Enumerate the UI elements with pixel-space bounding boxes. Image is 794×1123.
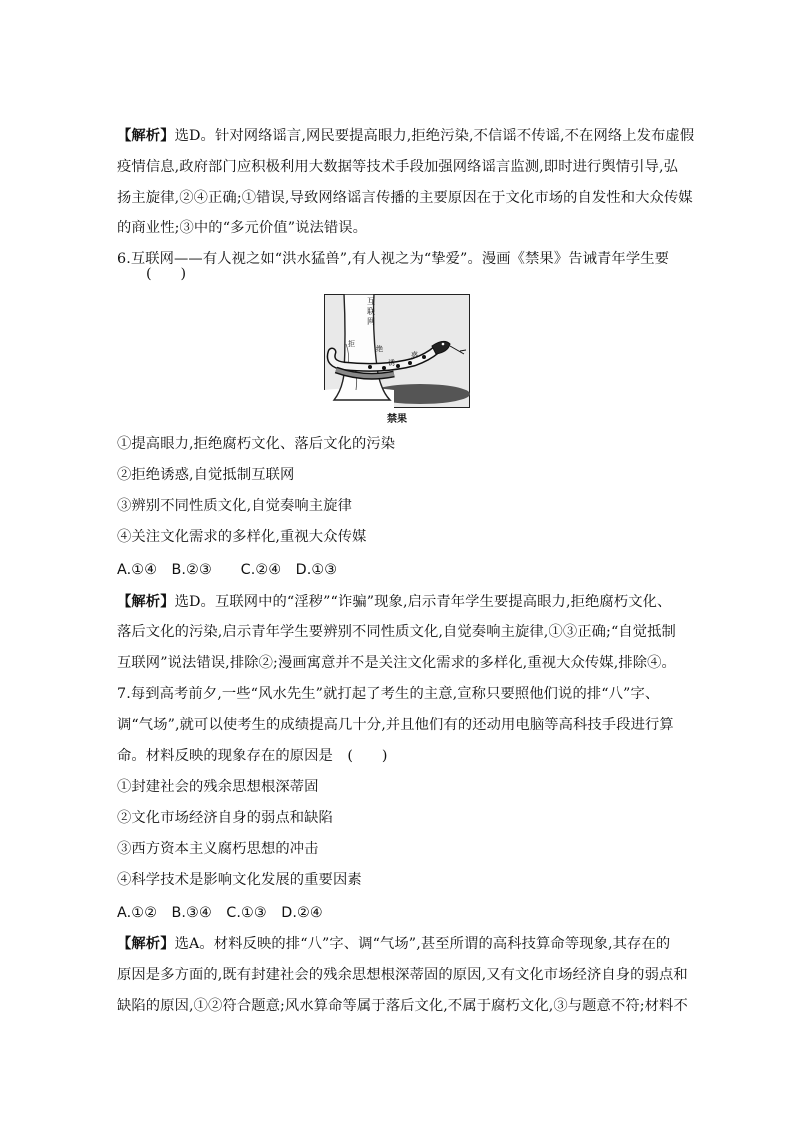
tree-label-1: 互 (367, 297, 375, 306)
cartoon-caption: 禁果 (387, 414, 407, 425)
q6-stem: 6.互联网——有人视之如“洪水猛兽”,有人视之为“挚爱”。漫画《禁果》告诫青年学生要 (117, 251, 670, 267)
q7-option-1: ①封建社会的残余思想根深蒂固 (117, 779, 319, 795)
q7-option-4: ④科学技术是影响文化发展的重要因素 (117, 872, 362, 888)
q7-option-2: ②文化市场经济自身的弱点和缺陷 (117, 810, 333, 826)
q7-analysis-text: 选A。材料反映的排“八”字、调“气场”,甚至所谓的高科技算命等现象,其存在的 (174, 936, 671, 952)
snake-text-3: 诱 (388, 359, 395, 367)
snake-text-2: 绝 (376, 345, 383, 353)
cartoon-forbidden-fruit (324, 294, 470, 408)
analysis-tag: 【解析】 (117, 594, 175, 610)
q6-choices: A.①④ B.②③ C.②④ D.①③ (117, 562, 338, 578)
q6-option-2: ②拒绝诱惑,自觉抵制互联网 (117, 467, 295, 483)
q5-analysis-line: 的商业性;③中的“多元价值”说法错误。 (117, 220, 368, 236)
q7-analysis-line (117, 934, 670, 954)
q7-stem: 调“气场”,就可以使考生的成绩提高几十分,并且他们有的还动用电脑等高科技手段进行算 (117, 717, 674, 733)
analysis-tag: 【解析】 (117, 128, 175, 144)
q7-analysis-line: 原因是多方面的,既有封建社会的残余思想根深蒂固的原因,又有文化市场经济自身的弱点和 (117, 967, 688, 983)
q6-analysis-line (117, 592, 671, 612)
tree-label-2: 联 (367, 307, 375, 316)
tree-label-3: 网 (367, 317, 375, 326)
q6-analysis-text: 选D。互联网中的“淫秽”“诈骗”现象,启示青年学生要提高眼力,拒绝腐朽文化、 (174, 594, 672, 610)
q5-analysis-line: 扬主旋律,②④正确;①错误,导致网络谣言传播的主要原因在于文化市场的自发性和大众传媒 (117, 190, 693, 206)
q6-option-1: ①提高眼力,拒绝腐朽文化、落后文化的污染 (117, 436, 396, 452)
q7-option-3: ③西方资本主义腐朽思想的冲击 (117, 841, 319, 857)
q6-option-3: ③辨别不同性质文化,自觉奏响主旋律 (117, 498, 352, 514)
q7-stem: 命。材料反映的现象存在的原因是 ( ) (117, 748, 388, 764)
q7-stem: 7.每到高考前夕,一些“风水先生”就打起了考生的主意,宣称只要照他们说的排“八”字、 (117, 686, 660, 702)
q5-analysis-line: 疫情信息,政府部门应积极利用大数据等技术手段加强网络谣言监测,即时进行舆情引导,弘 (117, 159, 679, 175)
q5-analysis-line (117, 126, 694, 146)
snake-text-1: 拒 (348, 340, 355, 348)
q5-analysis-text: 选D。针对网络谣言,网民要提高眼力,拒绝污染,不信谣不传谣,不在网络上发布虚假 (174, 128, 695, 144)
q6-analysis-line: 落后文化的污染,启示青年学生要辨别不同性质文化,自觉奏响主旋律,①③正确;“自觉抵制 (117, 624, 676, 640)
q6-option-4: ④关注文化需求的多样化,重视大众传媒 (117, 529, 367, 545)
q7-analysis-line: 缺陷的原因,①②符合题意;风水算命等属于落后文化,不属于腐朽文化,③与题意不符;材料不 (117, 998, 688, 1014)
q7-choices: A.①② B.③④ C.①③ D.②④ (117, 905, 323, 921)
q6-analysis-line: 互联网”说法错误,排除②;漫画寓意并不是关注文化需求的多样化,重视大众传媒,排除④。 (117, 655, 676, 671)
snake-text-4: 惑 (411, 351, 418, 359)
q6-answer-blank: ( ) (146, 266, 187, 282)
analysis-tag: 【解析】 (117, 936, 175, 952)
